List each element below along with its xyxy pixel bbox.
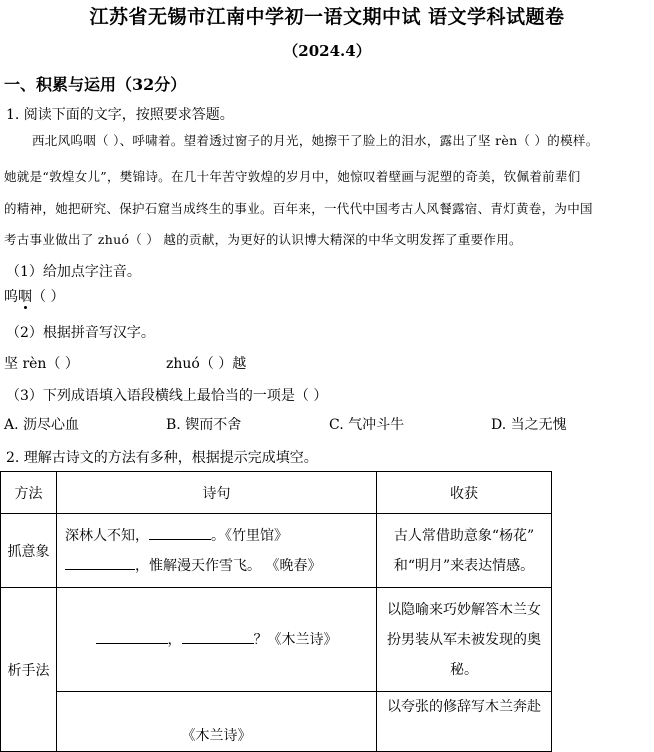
gain-cell bbox=[377, 588, 552, 692]
table-row bbox=[1, 692, 552, 752]
poem-text: 深林人不知， bbox=[65, 527, 149, 544]
pinyin-item-2: zhuó（ ）越 bbox=[166, 356, 247, 372]
answer-paren: （ ） bbox=[32, 289, 65, 305]
poem-text: ？《木兰诗》 bbox=[253, 631, 338, 648]
exam-date: （2024.4） bbox=[283, 42, 371, 60]
question-1-prompt: 1. 阅读下面的文字，按照要求答题。 bbox=[6, 107, 234, 123]
gain-text: 以隐喻来巧妙解答木兰女 bbox=[387, 601, 541, 618]
page-title: 江苏省无锡市江南中学初一语文期中试 语文学科试题卷 bbox=[89, 6, 565, 28]
gain-cell bbox=[377, 692, 552, 752]
table-row bbox=[1, 514, 552, 588]
header-gain: 收获 bbox=[377, 472, 552, 514]
option-d: D. 当之无愧 bbox=[491, 417, 567, 433]
poem-text: 《木兰诗》 bbox=[181, 728, 252, 744]
question-2-prompt: 2. 理解古诗文的方法有多种，根据提示完成填空。 bbox=[6, 450, 318, 466]
passage-line-2: 她就是“敦煌女儿”，樊锦诗。在几十年苦守敦煌的岁月中，她惊叹着壁画与泥塑的奇美，钦佩着前辈们 bbox=[4, 169, 581, 184]
pinyin-item-1: 坚 rèn（ ） bbox=[4, 356, 79, 372]
method-cell: 析手法 bbox=[1, 588, 57, 752]
gain-text: 扮男装从军未被发现的奥 bbox=[387, 631, 541, 648]
option-c: C. 气冲斗牛 bbox=[329, 417, 405, 433]
poem-cell bbox=[57, 588, 377, 692]
option-a: A. 沥尽心血 bbox=[4, 417, 80, 433]
gain-text: 以夸张的修辞写木兰奔赴 bbox=[387, 699, 541, 715]
passage-line-4: 考古事业做出了 zhuó（ ） 越的贡献，为更好的认识博大精深的中华文明发挥了重要作用。 bbox=[4, 232, 522, 247]
poetry-methods-table bbox=[0, 471, 552, 752]
dotted-char: 咽 bbox=[18, 289, 32, 305]
method-cell: 抓意象 bbox=[1, 514, 57, 588]
passage-line-1: 西北风呜咽（ ）、呼啸着。望着透过窗子的月光，她擦干了脸上的泪水，露出了坚 rèn（ ）的模样。 bbox=[32, 133, 599, 148]
fill-blank[interactable] bbox=[149, 525, 211, 540]
gain-text: 秘。 bbox=[450, 661, 478, 678]
option-b: B. 锲而不舍 bbox=[166, 417, 242, 433]
poem-text: ， bbox=[167, 631, 182, 648]
fill-blank[interactable] bbox=[182, 629, 254, 644]
sub-question-1-prompt: （1）给加点字注音。 bbox=[6, 264, 141, 280]
sub-question-3-prompt: （3）下列成语填入语段横线上最恰当的一项是（ ） bbox=[6, 388, 328, 404]
header-poem: 诗句 bbox=[57, 472, 377, 514]
word-char: 呜 bbox=[4, 289, 18, 305]
gain-text: 古人常借助意象“杨花” bbox=[393, 527, 535, 544]
sub-question-1-word bbox=[4, 286, 64, 306]
section-heading: 一、积累与运用（32分） bbox=[4, 75, 187, 94]
sub-question-2-prompt: （2）根据拼音写汉字。 bbox=[6, 325, 155, 341]
table-row bbox=[1, 588, 552, 692]
passage-line-3: 的精神，她把研究、保护石窟当成终生的事业。百年来，一代代中国考古人风餐露宿、青灯黄卷，为中国 bbox=[4, 201, 593, 216]
header-method: 方法 bbox=[1, 472, 57, 514]
poem-cell bbox=[57, 692, 377, 752]
gain-text: 和“明月”来表达情感。 bbox=[393, 557, 535, 574]
poem-cell bbox=[57, 514, 377, 588]
table-header-row bbox=[1, 472, 552, 514]
fill-blank[interactable] bbox=[65, 555, 135, 570]
gain-cell bbox=[377, 514, 552, 588]
fill-blank[interactable] bbox=[96, 629, 168, 644]
poem-text: ，惟解漫天作雪飞。 《晚春》 bbox=[135, 557, 322, 574]
poem-text: 。《竹里馆》 bbox=[211, 527, 288, 544]
